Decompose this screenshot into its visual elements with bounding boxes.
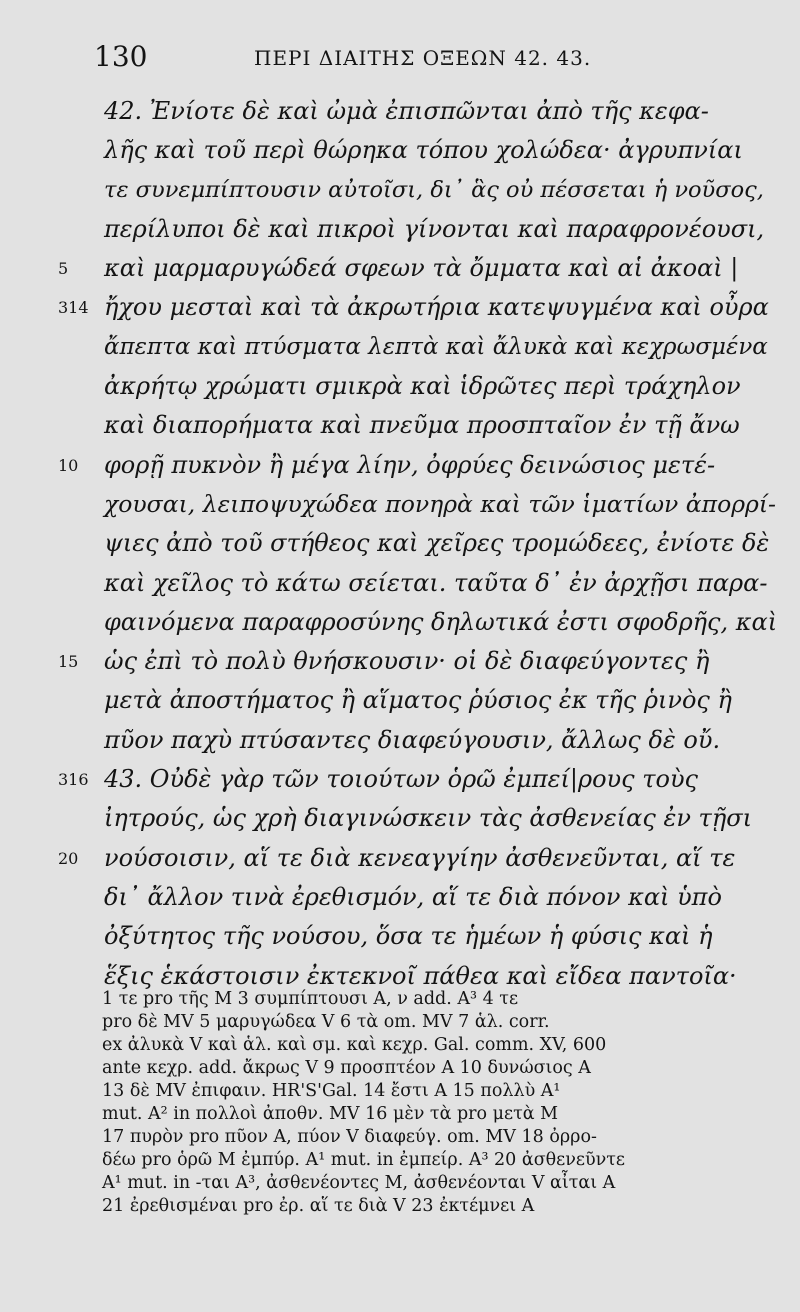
text-line xyxy=(58,642,778,681)
text-line xyxy=(58,171,778,210)
line-text: δι᾽ ἄλλον τινὰ ἐρεθισμόν, αἵ τε διὰ πόνον καὶ ὑπὸ xyxy=(104,882,722,911)
line-text: μετὰ ἀποστήματος ἢ αἵματος ῥύσιος ἐκ τῆς ῥινὸς ἢ xyxy=(104,686,732,715)
line-text: καὶ χεῖλος τὸ κάτω σείεται. ταῦτα δ᾽ ἐν ἀρχῇσι παρα- xyxy=(104,568,768,597)
text-line xyxy=(58,917,778,956)
line-text: ἕξις ἑκάστοισιν ἐκτεκνοῖ πάθεα καὶ εἴδεα παντοῖα· xyxy=(104,961,737,990)
text-line xyxy=(58,92,778,131)
line-text: ψιες ἀπὸ τοῦ στήθεος καὶ χεῖρες τρομώδεες, ἐνίοτε δὲ xyxy=(104,529,770,558)
line-number: 316 xyxy=(58,770,89,790)
line-text: ἤχου μεσταὶ καὶ τὰ ἀκρωτήρια κατεψυγμένα καὶ οὖρα xyxy=(104,293,769,322)
text-line xyxy=(58,839,778,878)
apparatus-line: 1 τε pro τῆς M 3 συμπίπτουσι A, ν add. A³ 4 τε xyxy=(102,989,519,1009)
page-header xyxy=(94,36,760,76)
line-number: 5 xyxy=(58,259,69,279)
line-number: 15 xyxy=(58,652,79,672)
running-head: ΠΕΡΙ ΔΙΑΙΤΗΣ ΟΞΕΩΝ 42. 43. xyxy=(254,46,592,70)
apparatus-line: ex ἀλυκὰ V καὶ ἁλ. καὶ σμ. καὶ κεχρ. Gal. comm. XV, 600 xyxy=(102,1035,607,1055)
text-line xyxy=(58,681,778,720)
text-line xyxy=(58,721,778,760)
text-line xyxy=(58,760,778,799)
line-text: ὀξύτητος τῆς νούσου, ὅσα τε ἡμέων ἡ φύσις καὶ ἡ xyxy=(104,922,713,951)
line-text: λῆς καὶ τοῦ περὶ θώρηκα τόπου χολώδεα· ἀγρυπνίαι xyxy=(104,136,743,165)
text-line xyxy=(58,564,778,603)
line-text: 42. Ἐνίοτε δὲ καὶ ὠμὰ ἐπισπῶνται ἀπὸ τῆς κεφα- xyxy=(104,97,709,125)
line-text: 43. Οὐδὲ γὰρ τῶν τοιούτων ὁρῶ ἐμπεί|ρους τοὺς xyxy=(104,765,698,794)
line-text: καὶ διαπορήματα καὶ πνεῦμα προσπταῖον ἐν τῇ ἄνω xyxy=(104,411,740,440)
critical-apparatus xyxy=(102,988,782,1218)
line-text: πῦον παχὺ πτύσαντες διαφεύγουσιν, ἄλλως δὲ οὔ. xyxy=(104,725,721,754)
text-line xyxy=(58,406,778,445)
text-line xyxy=(58,485,778,524)
apparatus-line: ante κεχρ. add. ἄκρως V 9 προσπτέον A 10 δυνώσιος A xyxy=(102,1058,591,1078)
line-number: 20 xyxy=(58,848,79,868)
apparatus-line: mut. A² in πολλοὶ ἀποθν. MV 16 μὲν τὰ pro μετὰ M xyxy=(102,1104,559,1124)
apparatus-line: δέω pro ὁρῶ M ἐμπύρ. A¹ mut. in ἐμπείρ. A³ 20 ἀσθενεῦντε xyxy=(102,1150,625,1170)
text-line xyxy=(58,328,778,367)
apparatus-line: pro δὲ MV 5 μαρυγώδεα V 6 τὰ om. MV 7 ἁλ. corr. xyxy=(102,1012,550,1032)
apparatus-line: 13 δὲ MV ἐπιφαιν. HR'S'Gal. 14 ἔστι A 15 πολλὺ A¹ xyxy=(102,1081,561,1101)
line-text: καὶ μαρμαρυγώδεά σφεων τὰ ὄμματα καὶ αἱ ἀκοαὶ | xyxy=(104,254,739,283)
apparatus-line: 17 πυρὸν pro πῦον A, πύον V διαφεύγ. om. MV 18 ὀρρο- xyxy=(102,1127,597,1147)
apparatus-line: 21 ἐρεθισμέναι pro ἐρ. αἵ τε διὰ V 23 ἐκτέμνει A xyxy=(102,1196,535,1216)
main-text xyxy=(58,92,778,996)
line-text: χουσαι, λειποψυχώδεα πονηρὰ καὶ τῶν ἱματίων ἀπορρί- xyxy=(104,489,776,518)
line-text: φορῇ πυκνὸν ἢ μέγα λίην, ὀφρύες δεινώσιος μετέ- xyxy=(104,450,716,479)
line-text: ὡς ἐπὶ τὸ πολὺ θνήσκουσιν· οἱ δὲ διαφεύγοντες ἢ xyxy=(104,647,710,676)
line-number: 10 xyxy=(58,455,79,475)
text-line xyxy=(58,210,778,249)
line-text: τε συνεμπίπτουσιν αὐτοῖσι, δι᾽ ἃς οὐ πέσσεται ἡ νοῦσος, xyxy=(104,176,764,203)
text-line xyxy=(58,524,778,563)
apparatus-line: A¹ mut. in -ται A³, ἀσθενέοντες M, ἀσθενέονται V αἶται A xyxy=(102,1173,616,1193)
line-text: ἄπεπτα καὶ πτύσματα λεπτὰ καὶ ἄλυκὰ καὶ κεχρωσμένα xyxy=(104,333,768,360)
text-line xyxy=(58,603,778,642)
text-line xyxy=(58,367,778,406)
line-text: ἰητρούς, ὡς χρὴ διαγινώσκειν τὰς ἀσθενείας ἐν τῇσι xyxy=(104,804,752,833)
text-line xyxy=(58,288,778,327)
line-text: ἀκρήτῳ χρώματι σμικρὰ καὶ ἱδρῶτες περὶ τράχηλον xyxy=(104,372,741,401)
line-text: φαινόμενα παραφροσύνης δηλωτικά ἐστι σφοδρῆς, καὶ xyxy=(104,607,778,636)
text-line xyxy=(58,878,778,917)
page-number: 130 xyxy=(94,40,148,73)
text-line xyxy=(58,799,778,838)
text-line xyxy=(58,446,778,485)
text-line xyxy=(58,131,778,170)
line-number: 314 xyxy=(58,298,89,318)
line-text: περίλυποι δὲ καὶ πικροὶ γίνονται καὶ παραφρονέουσι, xyxy=(104,214,765,243)
text-line xyxy=(58,249,778,288)
line-text: νούσοισιν, αἵ τε διὰ κενεαγγίην ἀσθενεῦνται, αἵ τε xyxy=(104,843,736,872)
